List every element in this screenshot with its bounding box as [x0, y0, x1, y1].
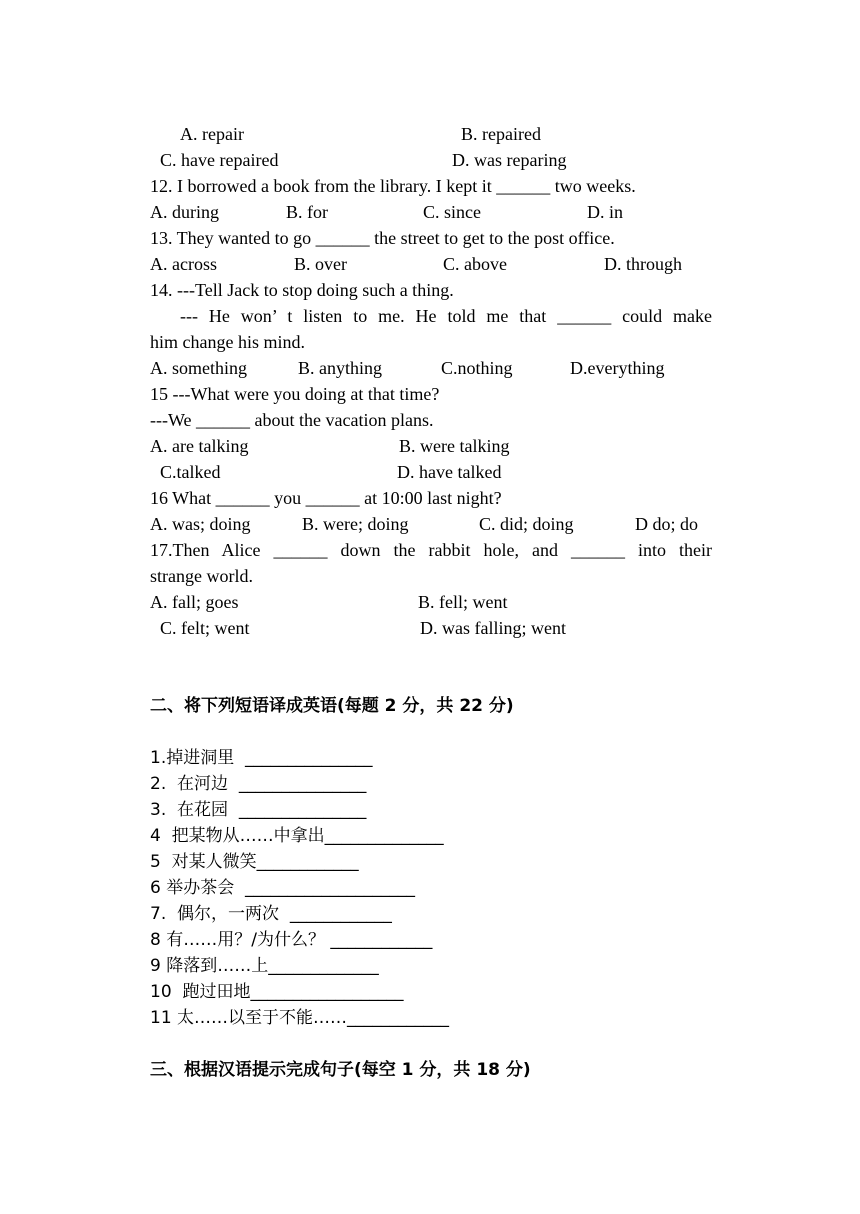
q17-stem-line1: 17.Then Alice ______ down the rabbit hole, and ______ into their	[150, 540, 712, 560]
phrase-item-10: 10 跑过田地__________________	[150, 982, 404, 1002]
q17-option-d: D. was falling; went	[420, 618, 566, 638]
q12-stem: 12. I borrowed a book from the library. I kept it ______ two weeks.	[150, 176, 636, 196]
q12-option-a: A. during	[150, 202, 219, 222]
q14-reply-line1: --- He won’ t listen to me. He told me that ______ could make	[180, 306, 712, 326]
q16-option-b: B. were; doing	[302, 514, 409, 534]
q15-stem: 15 ---What were you doing at that time?	[150, 384, 440, 404]
q16-option-c: C. did; doing	[479, 514, 574, 534]
q14-reply-line2: him change his mind.	[150, 332, 305, 352]
q12-option-b: B. for	[286, 202, 328, 222]
phrase-item-9: 9 降落到……上_____________	[150, 956, 379, 976]
q14-option-c: C.nothing	[441, 358, 513, 378]
phrase-item-7: 7. 偶尔，一两次 ____________	[150, 904, 392, 924]
q14-stem: 14. ---Tell Jack to stop doing such a thing.	[150, 280, 454, 300]
q12-option-c: C. since	[423, 202, 481, 222]
phrase-item-6: 6 举办茶会 ____________________	[150, 878, 416, 898]
q13-option-b: B. over	[294, 254, 347, 274]
q14-option-b: B. anything	[298, 358, 382, 378]
q16-option-d: D do; do	[635, 514, 698, 534]
q13-option-d: D. through	[604, 254, 682, 274]
q17-option-c: C. felt; went	[160, 618, 250, 638]
q15-option-b: B. were talking	[399, 436, 510, 456]
q15-reply: ---We ______ about the vacation plans.	[150, 410, 434, 430]
q15-option-c: C.talked	[160, 462, 221, 482]
q11-option-c: C. have repaired	[160, 150, 279, 170]
q17-option-a: A. fall; goes	[150, 592, 239, 612]
phrase-item-1: 1.掉进洞里 _______________	[150, 748, 373, 768]
q13-option-a: A. across	[150, 254, 217, 274]
phrase-item-8: 8 有……用？/为什么？ ____________	[150, 930, 433, 950]
section-3-heading: 三、根据汉语提示完成句子(每空 1 分，共 18 分)	[150, 1060, 531, 1080]
q14-option-a: A. something	[150, 358, 247, 378]
q11-option-d: D. was reparing	[452, 150, 567, 170]
section-2-heading: 二、将下列短语译成英语(每题 2 分，共 22 分)	[150, 696, 514, 716]
q12-option-d: D. in	[587, 202, 623, 222]
q16-option-a: A. was; doing	[150, 514, 251, 534]
q15-option-a: A. are talking	[150, 436, 249, 456]
q11-option-a: A. repair	[180, 124, 244, 144]
q17-stem-line2: strange world.	[150, 566, 253, 586]
q15-option-d: D. have talked	[397, 462, 502, 482]
q11-option-b: B. repaired	[461, 124, 541, 144]
phrase-item-2: 2. 在河边 _______________	[150, 774, 367, 794]
q17-option-b: B. fell; went	[418, 592, 508, 612]
phrase-item-3: 3. 在花园 _______________	[150, 800, 367, 820]
q14-option-d: D.everything	[570, 358, 665, 378]
q16-stem: 16 What ______ you ______ at 10:00 last night?	[150, 488, 502, 508]
q13-stem: 13. They wanted to go ______ the street to get to the post office.	[150, 228, 615, 248]
phrase-item-5: 5 对某人微笑____________	[150, 852, 359, 872]
phrase-item-4: 4 把某物从……中拿出______________	[150, 826, 444, 846]
phrase-item-11: 11 太……以至于不能……____________	[150, 1008, 450, 1028]
q13-option-c: C. above	[443, 254, 507, 274]
